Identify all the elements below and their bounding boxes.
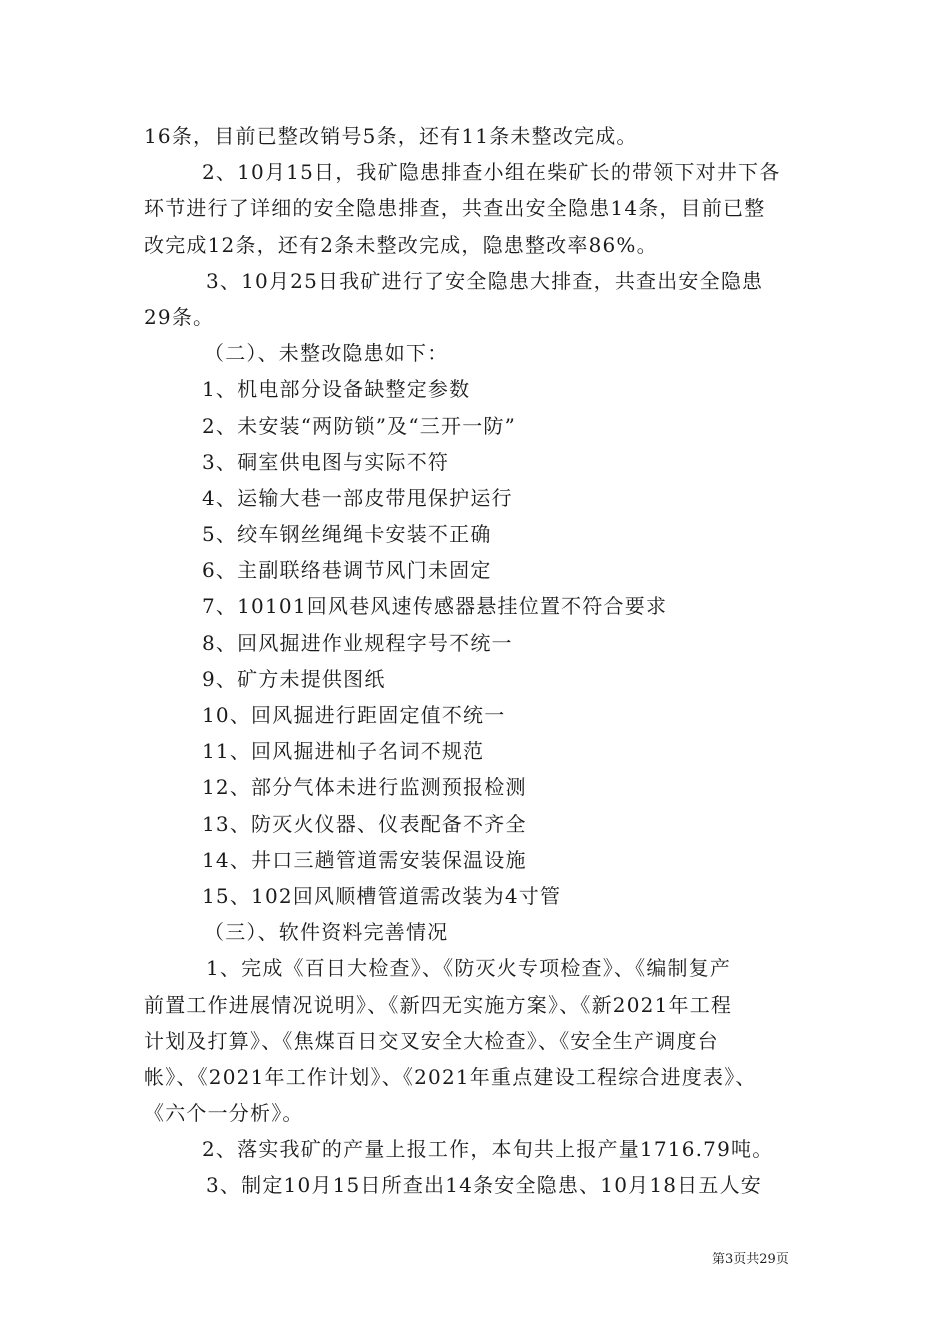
list-item: 1、机电部分设备缺整定参数 [202,377,471,402]
page-number-footer: 第3页共29页 [712,1252,789,1267]
paragraph-line: 前置工作进展情况说明》、《新四无实施方案》、《新2021年工程 [144,992,733,1017]
paragraph-line: 改完成12条，还有2条未整改完成，隐患整改率86%。 [144,232,658,257]
paragraph-line: 16条，目前已整改销号5条，还有11条未整改完成。 [144,124,638,148]
paragraph-line: 《六个一分析》。 [144,1101,304,1126]
list-item: 14、井口三趟管道需安装保温设施 [202,847,527,872]
paragraph-line: 1、完成《百日大检查》、《防灭火专项检查》、《编制复产 [206,956,732,981]
paragraph-line: 2、10月15日，我矿隐患排查小组在柴矿长的带领下对井下各 [202,160,781,185]
document-body [144,118,814,1204]
section-heading: （三）、软件资料完善情况 [204,920,449,945]
paragraph-line: 29条。 [144,304,215,329]
list-item: 10、回风掘进行距固定值不统一 [202,703,506,727]
paragraph-line: 计划及打算》、《焦煤百日交叉安全大检查》、《安全生产调度台 [144,1028,719,1053]
paragraph-line: 3、10月25日我矿进行了安全隐患大排查，共查出安全隐患 [206,268,764,293]
list-item: 15、102回风顺槽管道需改装为4寸管 [202,883,562,908]
list-item: 6、主副联络巷调节风门未固定 [202,558,492,583]
list-item: 7、10101回风巷风速传感器悬挂位置不符合要求 [202,594,668,619]
section-heading: （二）、未整改隐患如下： [204,341,449,366]
list-item: 9、矿方未提供图纸 [202,666,386,691]
list-item: 12、部分气体未进行监测预报检测 [202,775,527,800]
list-item: 5、绞车钢丝绳绳卡安装不正确 [202,522,492,547]
list-item: 4、运输大巷一部皮带甩保护运行 [202,485,513,510]
paragraph-line: 2、落实我矿的产量上报工作，本旬共上报产量1716.79吨。 [202,1137,774,1162]
list-item: 13、防灭火仪器、仪表配备不齐全 [202,811,527,836]
list-item: 11、回风掘进杣子名词不规范 [202,739,485,764]
paragraph-line: 帐》、《2021年工作计划》、《2021年重点建设工程综合进度表》、 [144,1064,757,1089]
paragraph-line: 环节进行了详细的安全隐患排查，共查出安全隐患14条，目前已整 [144,196,766,221]
paragraph-line: 3、制定10月15日所查出14条安全隐患、10月18日五人安 [206,1173,762,1198]
list-item: 2、未安装“两防锁”及“三开一防” [202,413,517,438]
list-item: 8、回风掘进作业规程字号不统一 [202,630,513,655]
list-item: 3、硐室供电图与实际不符 [202,449,450,474]
